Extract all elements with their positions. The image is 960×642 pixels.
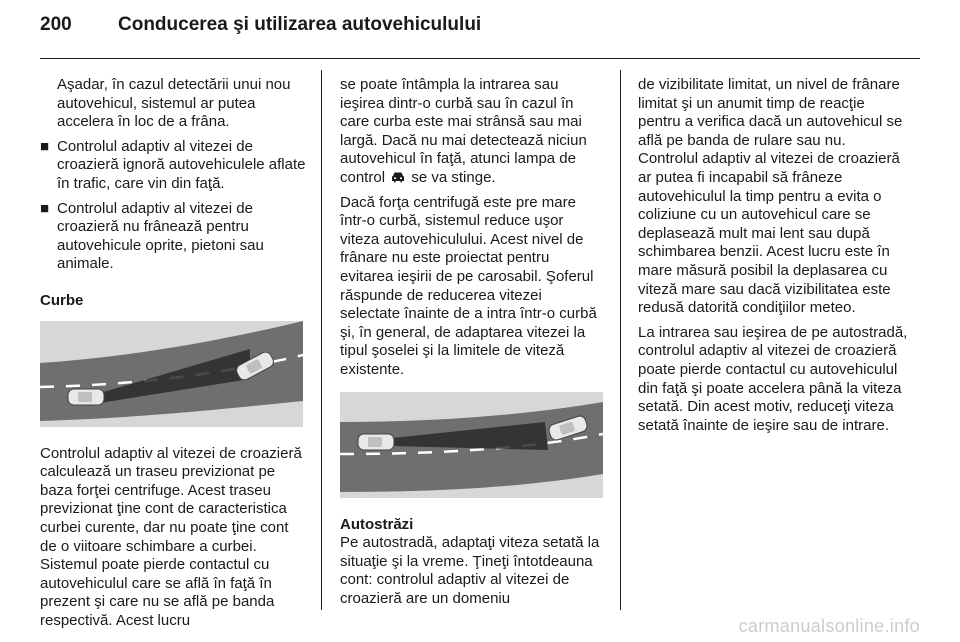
watermark: carmanualsonline.info (738, 616, 920, 636)
col3-paragraph-2: La intrarea sau ieşirea de pe autostradă, controlul adaptiv al vitezei de croazieră poate pierde contactul cu autovehiculul din faţă şi poate accelera până la viteza setată. Din acest motiv, reduceţi viteza setată înainte de ieşire sau de intrare. (638, 323, 908, 434)
bullet-item (40, 138, 306, 194)
chapter-title: Conducerea şi utilizarea autovehiculului (118, 14, 482, 35)
section-heading-curbe: Curbe (40, 291, 84, 309)
car-front-icon (391, 171, 405, 183)
column-1 (40, 76, 306, 636)
col2-paragraph-3: Pe autostradă, adaptaţi viteza setată la situaţie şi la vreme. Ţineţi întotdeauna cont: controlul adaptiv al vitezei de croazieră are un domeniu (340, 534, 600, 607)
curbe-paragraph: Controlul adaptiv al vitezei de croazieră calculează un traseu previzionat pe baza forţei centrifuge. Acest traseu previzionat ţine cont de caracteristica curbei curente, dar nu poate ţine cont de o viitoare schimbare a curbei. Sistemul poate pierde contactul cu autovehiculul care se află în faţă în prezent şi care nu se află pe banda respectivă. Acest lucru (40, 444, 302, 629)
curve-illustration-2 (340, 392, 603, 498)
bullet-item (40, 200, 306, 274)
page-header (40, 14, 920, 48)
intro-continuation: Aşadar, în cazul detectării unui nou autovehicul, sistemul ar putea accelera în loc de a frâna. (57, 76, 291, 131)
column-divider (321, 70, 322, 610)
col2-paragraph-1 (340, 76, 603, 188)
bullet-mark: ■ (40, 199, 50, 217)
section-heading-autostrazi: Autostrăzi (340, 515, 414, 533)
header-divider (40, 58, 920, 59)
bullet-text: Controlul adaptiv al vitezei de croazieră nu frânează pentru autovehicule oprite, pietoni sau animale. (57, 199, 264, 273)
col2-paragraph-2: Dacă forţa centrifugă este pre mare într-o curbă, sistemul reduce uşor viteza autovehiculului. Acest nivel de frânare nu este proiectat pentru evitarea ieşirii de pe carosabil. Şoferul răspunde de reducerea vitezei selectate înainte de a intra într-o curbă şi, în general, de adaptarea vitezei la tipul şoselei şi la limitele de viteză existente. (340, 193, 597, 378)
bullet-mark: ■ (40, 137, 50, 155)
col3-paragraph-1: de vizibilitate limitat, un nivel de frânare limitat şi un anumit timp de reacţie pentru a verifica dacă un autovehicul se află pe banda de rulare sau nu. Controlul adaptiv al vitezei de croazieră ar putea fi incapabil să frâneze autovehiculul la timp pentru a evita o coliziune cu un autovehicul care se deplasează mult mai lent sau după schimbarea benzii. Acest lucru este în mare măsură posibil la deplasarea cu viteză mare sau dacă vizibilitatea este redusă datorită condiţiilor meteo. (638, 76, 903, 317)
column-divider (620, 70, 621, 610)
column-2 (340, 76, 603, 614)
car-left-icon (358, 434, 394, 450)
bullet-text: Controlul adaptiv al vitezei de croazieră ignoră autovehiculele aflate în trafic, care vin din faţă. (57, 137, 306, 192)
column-3 (638, 76, 908, 441)
col2-paragraph-1-end: se va stinge. (411, 168, 496, 186)
page-number: 200 (40, 14, 72, 35)
col2-paragraph-1-text: se poate întâmpla la intrarea sau ieşirea dintr-o curbă sau în cazul în care curba este mai strânsă sau mai largă. Dacă nu mai detectează niciun autovehicul în faţă, atunci lampa de control (340, 76, 587, 186)
car-left-icon (68, 389, 104, 405)
curve-illustration (40, 321, 303, 427)
